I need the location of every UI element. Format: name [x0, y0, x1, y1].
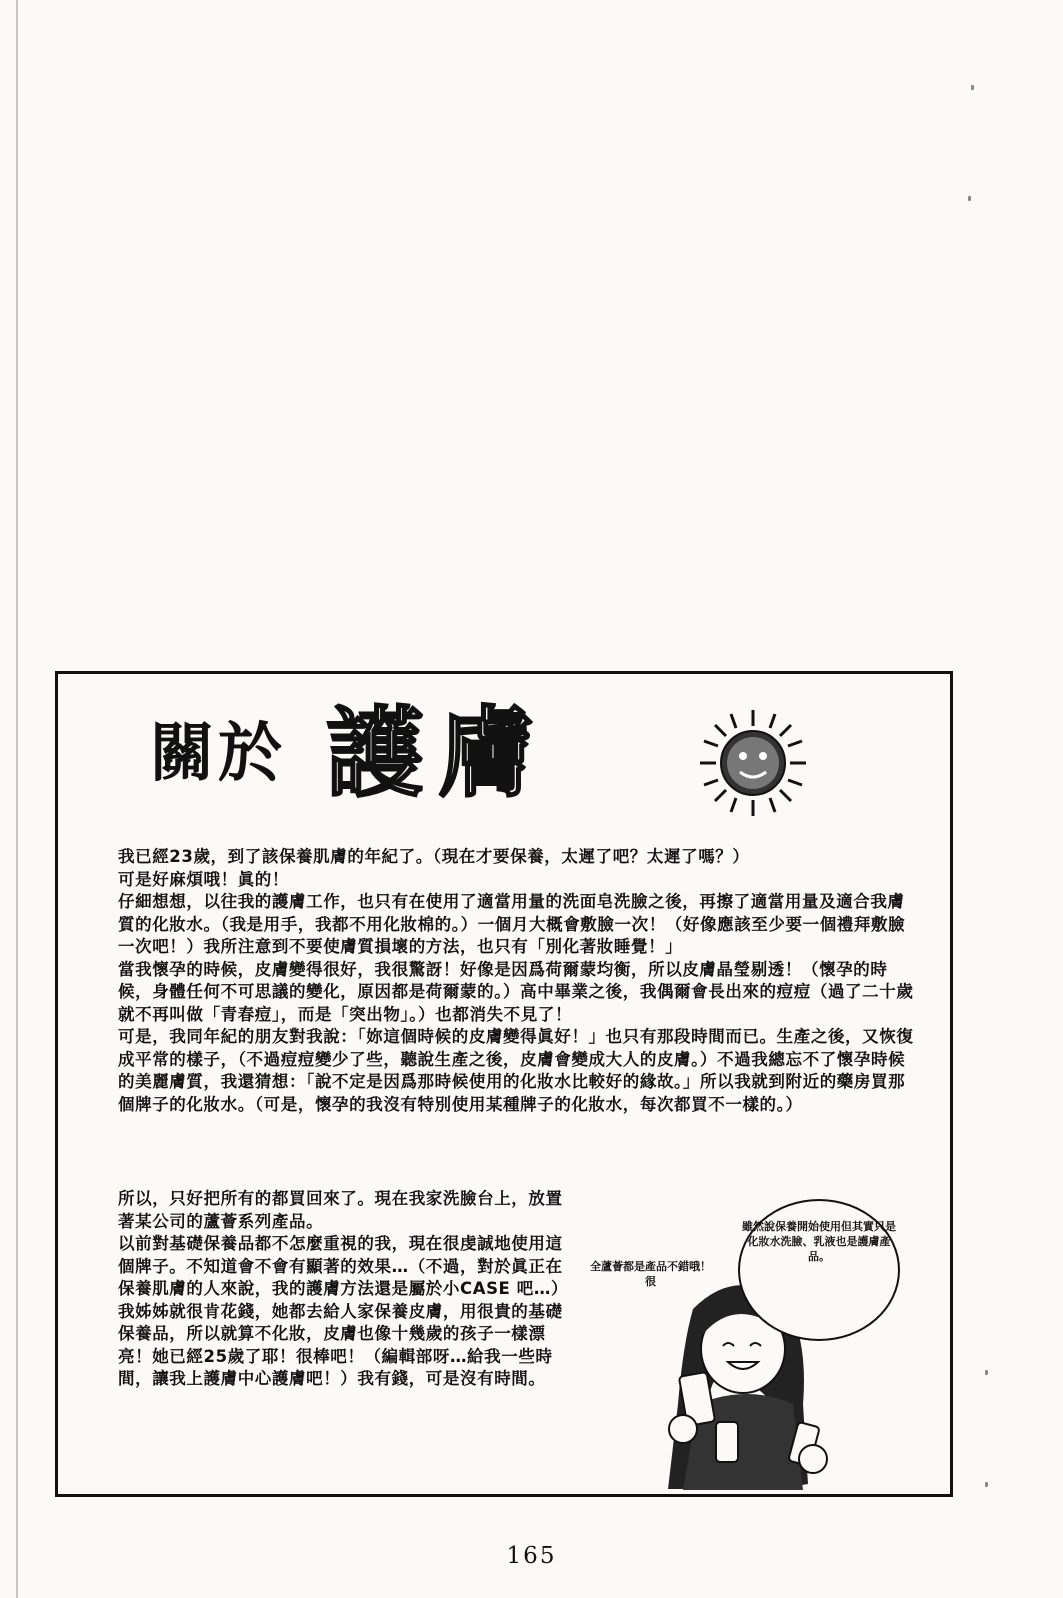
speech-bubble-right: [738, 1199, 900, 1341]
paragraph: 可是好麻煩哦！眞的！: [118, 869, 289, 889]
scan-speck: [985, 1482, 988, 1487]
page-edge-line: [16, 0, 18, 1598]
scan-speck: [985, 1370, 988, 1375]
title-prefix: 關於: [150, 717, 286, 791]
article-body-narrow: [118, 1188, 578, 1391]
paragraph: 我姊姊就很肯花錢，她都去給人家保養皮膚，用很貴的基礎保養品，所以就算不化妝，皮膚也像十幾歲的孩子一樣漂亮！她已經25歲了耶！很棒吧！（編輯部呀…給我一些時間，讓我上護膚中心護膚吧！）我有錢，可是沒有時間。: [118, 1301, 563, 1388]
scan-speck: [968, 196, 971, 201]
article-box: [55, 671, 953, 1497]
paragraph: 所以，只好把所有的都買回來了。現在我家洗臉台上，放置著某公司的蘆薈系列產品。: [118, 1189, 563, 1231]
paragraph: 我已經23歲，到了該保養肌膚的年紀了。（現在才要保養，太遲了吧？太遲了嗎？）: [118, 847, 750, 866]
speech-bubble-left: [588, 1229, 713, 1337]
speech-right-text: 雖然說保養開始使用但其實只是化妝水洗臉、乳液也是護膚產品。: [742, 1220, 896, 1263]
article-title: [150, 697, 551, 811]
article-body-full: [118, 846, 918, 1116]
sun-face-emblem-icon: [698, 708, 808, 818]
page-number: 165: [506, 1543, 557, 1569]
title-main: 護膚: [326, 697, 551, 811]
scan-speck: [971, 85, 974, 90]
paragraph: 當我懷孕的時候，皮膚變得很好，我很驚訝！好像是因爲荷爾蒙均衡，所以皮膚晶瑩剔透！（懷孕的時候，身體任何不可思議的變化，原因都是荷爾蒙的。）高中畢業之後，我偶爾會長出來的痘痘（過了二十歲就不再叫做「青春痘」，而是「突出物」。）也都消失不見了！: [118, 959, 914, 1024]
paragraph: 仔細想想，以往我的護膚工作，也只有在使用了適當用量的洗面皂洗臉之後，再擦了適當用量及適合我膚質的化妝水。（我是用手，我都不用化妝棉的。）一個月大概會敷臉一次！（好像應該至少要一個禮拜敷臉一次吧！）我所注意到不要使膚質損壞的方法，也只有「別化著妝睡覺！」: [118, 892, 906, 956]
speech-left-text: 全蘆薈都是產品不錯哦！很: [590, 1260, 711, 1288]
paragraph: 可是，我同年紀的朋友對我說：「妳這個時候的皮膚變得眞好！」也只有那段時間而已。生產之後，又恢復成平常的樣子，（不過痘痘變少了些，聽說生產之後，皮膚會變成大人的皮膚。）不過我總忘不了懷孕時候的美麗膚質，我還猜想：「說不定是因爲那時候使用的化妝水比較好的緣故。」所以我就到附近的藥房買那個牌子的化妝水。（可是，懷孕的我沒有特別使用某種牌子的化妝水，每次都買不一樣的。）: [118, 1027, 914, 1114]
paragraph: 以前對基礎保養品都不怎麼重視的我，現在很虔誠地使用這個牌子。不知道會不會有顯著的效果…（不過，對於眞正在保養肌膚的人來說，我的護膚方法還是屬於小CASE 吧…）: [118, 1234, 569, 1298]
